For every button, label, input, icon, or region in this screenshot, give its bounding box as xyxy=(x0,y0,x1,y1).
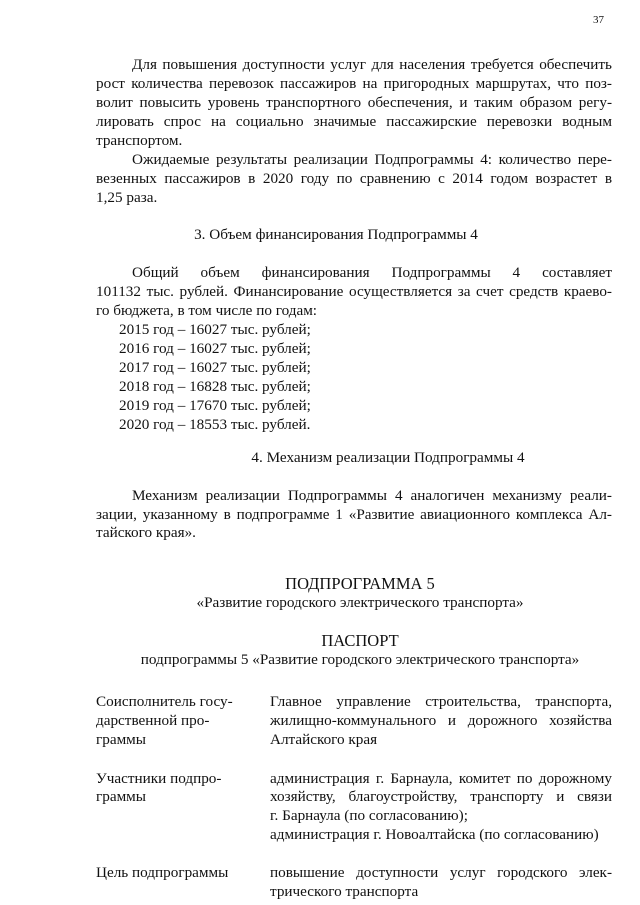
passport-row-label: граммы xyxy=(96,730,146,748)
funding-line: Общий объем финансирования Подпрограммы 4 составляет xyxy=(132,264,612,282)
funding-year-item: 2016 год – 16027 тыс. рублей; xyxy=(119,339,311,357)
section-heading-3: 3. Объем финансирования Подпрограммы 4 xyxy=(194,226,478,244)
passport-row-value: Главное управление строительства, транспорта, xyxy=(270,692,612,710)
passport-row-value: Алтайского края xyxy=(270,730,378,748)
mechanism-line: зации, указанному в подпрограмме 1 «Развитие авиационного комплекса Ал- xyxy=(96,505,612,523)
funding-line: 101132 тыс. рублей. Финансирование осуществляется за счет средств краево- xyxy=(96,283,612,301)
funding-year-item: 2019 год – 17670 тыс. рублей; xyxy=(119,396,311,414)
subprogram-subtitle: «Развитие городского электрического транспорта» xyxy=(196,593,524,611)
funding-year-item: 2020 год – 18553 тыс. рублей. xyxy=(119,415,311,433)
passport-row-value: г. Барнаула (по согласованию); xyxy=(270,807,468,825)
passport-row-value: администрация г. Новоалтайска (по согласованию) xyxy=(270,826,599,844)
passport-row-value: повышение доступности услуг городского элек- xyxy=(270,864,612,882)
funding-line: го бюджета, в том числе по годам: xyxy=(96,302,318,319)
passport-row-value: трического транспорта xyxy=(270,883,419,900)
para2-line: 1,25 раза. xyxy=(96,188,158,206)
funding-year-item: 2018 год – 16828 тыс. рублей; xyxy=(119,377,311,395)
passport-row-label: Цель подпрограммы xyxy=(96,864,229,882)
page-number: 37 xyxy=(593,14,604,26)
mechanism-line: Механизм реализации Подпрограммы 4 аналогичен механизму реали- xyxy=(132,486,612,504)
subprogram-title: ПОДПРОГРАММА 5 xyxy=(285,573,435,593)
para1-line: лировать спрос на социально значимые пассажирские перевозки водным xyxy=(96,112,612,130)
funding-year-item: 2015 год – 16027 тыс. рублей; xyxy=(119,320,311,338)
passport-row-label: граммы xyxy=(96,788,146,806)
para2-line: Ожидаемые результаты реализации Подпрограммы 4: количество пере- xyxy=(132,150,612,168)
passport-row-value: администрация г. Барнаула, комитет по дорожному xyxy=(270,769,612,787)
passport-title: ПАСПОРТ xyxy=(321,631,399,651)
para2-line: везенных пассажиров в 2020 году по сравнению с 2014 годом возрастет в xyxy=(96,169,612,187)
passport-subtitle: подпрограммы 5 «Развитие городского электрического транспорта» xyxy=(140,651,580,669)
para1-line: Для повышения доступности услуг для населения требуется обеспечить xyxy=(132,56,612,73)
passport-row-value: хозяйству, благоустройству, транспорту и связи xyxy=(270,788,612,806)
passport-row-value: жилищно-коммунального и дорожного хозяйства xyxy=(270,711,612,729)
para1-line: транспортом. xyxy=(96,131,183,149)
passport-row-label: Участники подпро- xyxy=(96,769,222,787)
passport-row-label: Соисполнитель госу- xyxy=(96,692,233,710)
funding-year-item: 2017 год – 16027 тыс. рублей; xyxy=(119,358,311,376)
mechanism-line: тайского края». xyxy=(96,524,196,542)
passport-row-label: дарственной про- xyxy=(96,711,210,729)
para1-line: рост количества перевозок пассажиров на пригородных маршрутах, что поз- xyxy=(96,74,612,92)
section-heading-4: 4. Механизм реализации Подпрограммы 4 xyxy=(251,448,525,466)
para1-line: волит повысить уровень транспортного обеспечения, и таким образом регу- xyxy=(96,93,612,111)
